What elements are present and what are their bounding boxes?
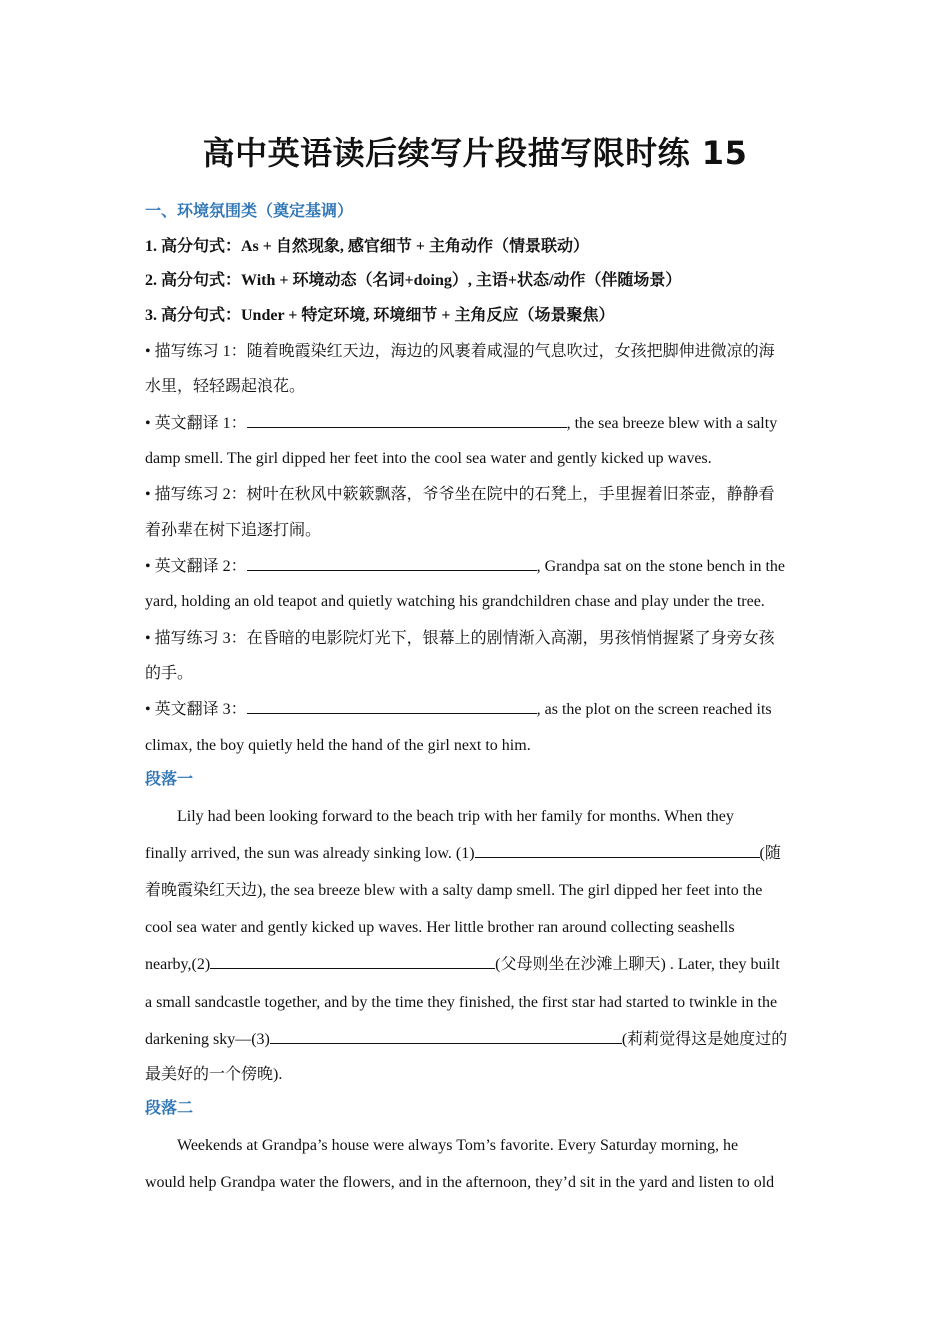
- blank-1[interactable]: [475, 841, 760, 858]
- practice-2-cn-line1: • 描写练习 2：树叶在秋风中簌簌飘落，爷爷坐在院中的石凳上，手里握着旧茶壶，静静看: [145, 486, 775, 504]
- translation-1-line2: damp smell. The girl dipped her feet into the cool sea water and gently kicked up waves.: [145, 449, 712, 467]
- paragraph-1-line: a small sandcastle together, and by the time they finished, the first star had started to twinkle in the: [145, 993, 778, 1011]
- practice-1-cn-line1: • 描写练习 1：随着晚霞染红天边，海边的风裹着咸湿的气息吹过，女孩把脚伸进微凉的海: [145, 343, 775, 360]
- paragraph-1-hint-1: (随: [759, 844, 781, 862]
- paragraph-1-line: Lily had been looking forward to the beach trip with her family for months. When they: [177, 807, 734, 825]
- paragraph-1-line: 最美好的一个傍晚).: [145, 1065, 283, 1083]
- translation-1-rest: , the sea breeze blew with a salty: [566, 414, 778, 432]
- practice-3-cn-line1: • 描写练习 3：在昏暗的电影院灯光下，银幕上的剧情渐入高潮，男孩悄悄握紧了身旁女孩: [145, 629, 775, 647]
- paragraph-1-text: nearby,(2): [145, 956, 211, 974]
- translation-2-line2: yard, holding an old teapot and quietly watching his grandchildren chase and play under the tree.: [145, 593, 765, 611]
- translation-1-line1: [145, 405, 807, 442]
- translation-2-blank[interactable]: [247, 554, 537, 571]
- blank-3[interactable]: [270, 1027, 622, 1044]
- translation-3-rest: , as the plot on the screen reached its: [536, 701, 772, 719]
- translation-3-line1: [145, 691, 807, 728]
- paragraph-2-heading: 段落二: [145, 1100, 194, 1118]
- practice-2-cn-line2: 着孙辈在树下追逐打闹。: [145, 521, 322, 539]
- pattern-2: 2. 高分句式：With + 环境动态（名词+doing）, 主语+状态/动作（伴随场景）: [145, 272, 682, 289]
- translation-3-blank[interactable]: [247, 697, 537, 714]
- paragraph-1-line: [145, 835, 807, 872]
- section-heading-environment: 一、环境氛围类（奠定基调）: [145, 203, 354, 220]
- paragraph-1-hint-2: (父母则坐在沙滩上聊天) . Later, they built: [495, 956, 780, 974]
- paragraph-1-line: [145, 1021, 807, 1058]
- document-body: [145, 195, 807, 1201]
- paragraph-1-heading: 段落一: [145, 771, 194, 789]
- paragraph-1-text: darkening sky—(3): [145, 1030, 270, 1048]
- pattern-3: 3. 高分句式：Under + 特定环境, 环境细节 + 主角反应（场景聚焦）: [145, 306, 615, 324]
- paragraph-1-line: 着晚霞染红天边), the sea breeze blew with a salty damp smell. The girl dipped her feet into the: [145, 882, 763, 899]
- paragraph-1-line: cool sea water and gently kicked up waves. Her little brother ran around collecting seashells: [145, 919, 735, 937]
- page-title: 高中英语读后续写片段描写限时练 15: [202, 134, 748, 172]
- pattern-1: 1. 高分句式：As + 自然现象, 感官细节 + 主角动作（情景联动）: [145, 237, 590, 255]
- translation-3-line2: climax, the boy quietly held the hand of the girl next to him.: [145, 736, 531, 754]
- practice-1-cn-line2: 水里，轻轻踢起浪花。: [145, 378, 306, 396]
- translation-3-prefix: • 英文翻译 3：: [145, 701, 247, 719]
- translation-1-prefix: • 英文翻译 1：: [145, 414, 247, 432]
- translation-2-rest: , Grandpa sat on the stone bench in the: [536, 558, 785, 576]
- blank-2[interactable]: [210, 952, 495, 969]
- translation-1-blank[interactable]: [247, 411, 567, 428]
- paragraph-1-line: [145, 946, 807, 983]
- practice-3-cn-line2: 的手。: [145, 664, 194, 682]
- translation-2-line1: [145, 548, 807, 585]
- paragraph-1-text: finally arrived, the sun was already sinking low. (1): [145, 844, 475, 862]
- paragraph-2-line: Weekends at Grandpa’s house were always Tom’s favorite. Every Saturday morning, he: [177, 1136, 739, 1154]
- translation-2-prefix: • 英文翻译 2：: [145, 558, 247, 576]
- paragraph-1-hint-3: (莉莉觉得这是她度过的: [621, 1030, 788, 1048]
- paragraph-2-line: would help Grandpa water the flowers, and in the afternoon, they’d sit in the yard and listen to old: [145, 1174, 775, 1192]
